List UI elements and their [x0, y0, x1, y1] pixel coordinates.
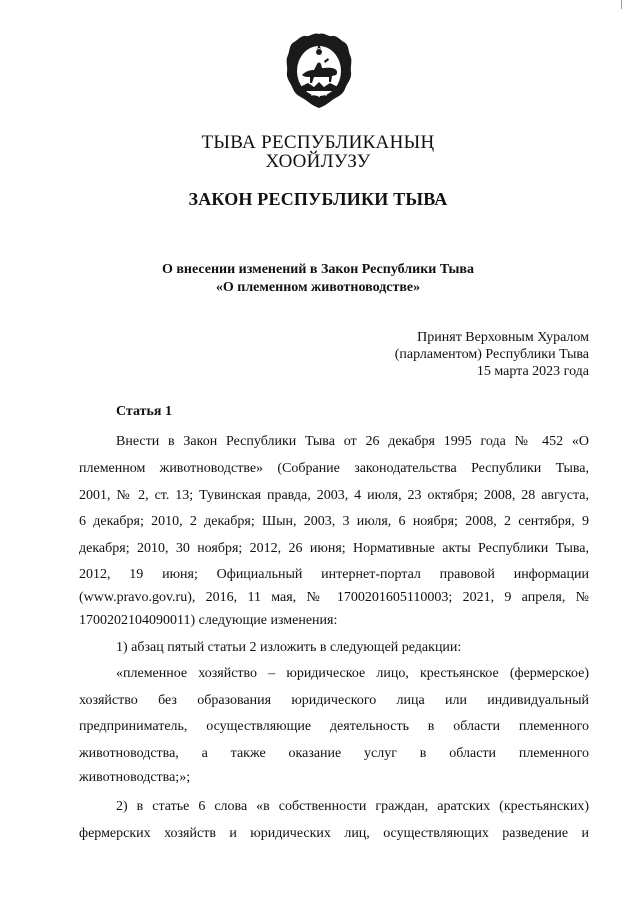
subject-line-2: «О племенном животноводстве»	[215, 280, 421, 295]
body-line: 6 декабря; 2010, 2 декабря; Шын, 2003, 3 июля, 6 ноября; 2008, 2 сентября, 9	[79, 514, 589, 529]
body-line: племенном животноводстве» (Собрание законодательства Республики Тыва,	[79, 461, 589, 476]
adopted-by-line-1: Принят Верховным Хуралом	[417, 330, 589, 345]
body-line: 2012, 19 июня; Официальный интернет-портал правовой информации	[79, 567, 589, 582]
body-line: Внести в Закон Республики Тыва от 26 декабря 1995 года № 452 «О	[116, 434, 589, 449]
body-line: 1700202104090011) следующие изменения:	[79, 613, 338, 628]
body-line: хозяйство без образования юридического лица или индивидуальный	[79, 693, 589, 708]
subject-line-1: О внесении изменений в Закон Республики Тыва	[161, 262, 474, 277]
adopted-by-line-2: (парламентом) Республики Тыва	[394, 347, 589, 362]
body-line: декабря; 2010, 30 ноября; 2012, 26 июня; Нормативные акты Республики Тыва,	[79, 541, 589, 556]
page-edge-mark	[621, 0, 622, 9]
article-heading: Статья 1	[116, 404, 172, 419]
document-type-title: ЗАКОН РЕСПУБЛИКИ ТЫВА	[188, 189, 448, 209]
body-line: 2001, № 2, ст. 13; Тувинская правда, 2003, 4 июля, 23 октября; 2008, 28 августа,	[79, 488, 589, 503]
body-line: предприниматель, осуществляющие деятельность в области племенного	[79, 719, 589, 734]
body-line: животноводства, а также оказание услуг в области племенного	[79, 746, 589, 761]
body-line: животноводства;»;	[79, 770, 191, 785]
body-line: фермерских хозяйств и юридических лиц, осуществляющих разведение и	[79, 826, 589, 841]
adoption-date: 15 марта 2023 года	[476, 364, 589, 379]
coat-of-arms-emblem-icon	[284, 31, 354, 109]
parliament-name-line-1: ТЫВА РЕСПУБЛИКАНЫҢ	[201, 132, 435, 153]
body-line: (www.pravo.gov.ru), 2016, 11 мая, № 1700201605110003; 2021, 9 апреля, №	[79, 590, 589, 605]
body-line: 2) в статье 6 слова «в собственности граждан, аратских (крестьянских)	[116, 799, 589, 814]
parliament-name-line-2: ХООЙЛУЗУ	[265, 151, 371, 172]
body-line: 1) абзац пятый статьи 2 изложить в следующей редакции:	[116, 640, 462, 655]
body-line: «племенное хозяйство – юридическое лицо, крестьянское (фермерское)	[116, 666, 589, 681]
